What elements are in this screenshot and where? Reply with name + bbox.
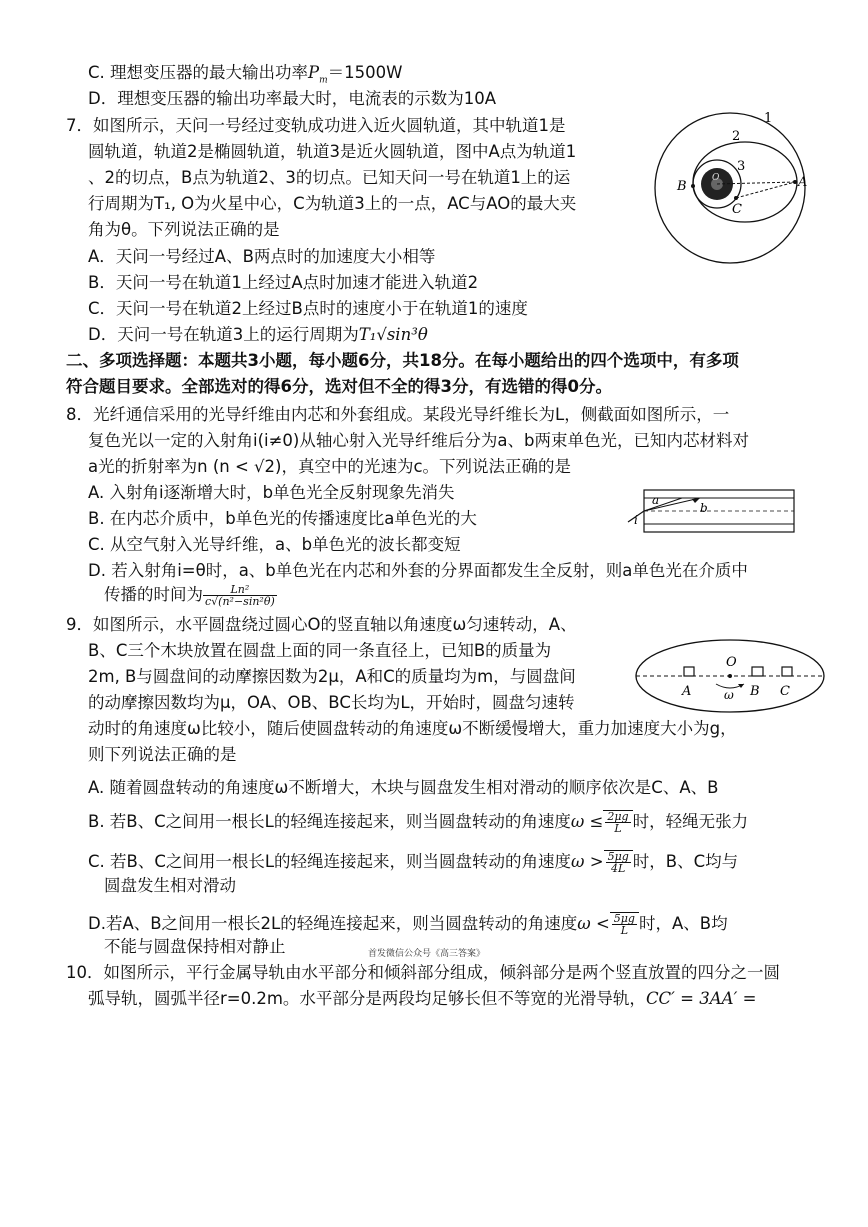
q7-option-a: A．天问一号经过A、B两点时的加速度大小相等 (88, 247, 436, 266)
q9-option-b-text: B. 若B、C之间用一根长L的轻绳连接起来，则当圆盘转动的角速度 (88, 812, 571, 831)
q9-option-b (88, 810, 748, 834)
q7-option-d-formula: T₁√sin³θ (358, 325, 428, 344)
q7-line-1: 7．如图所示，天问一号经过变轨成功进入近火圆轨道，其中轨道1是 (66, 116, 566, 135)
q7-orbit-figure (640, 110, 830, 270)
q9-option-c-line-2: 圆盘发生相对滑动 (104, 876, 236, 895)
q9-option-d-sqrt (610, 912, 639, 936)
q9-c-den: 4L (611, 862, 626, 875)
q6-option-d: D．理想变压器的输出功率最大时，电流表的示数为10A (88, 89, 496, 108)
q10-line-2-text: 弧导轨，圆弧半径r=0.2m。水平部分是两段均足够长但不等宽的光滑导轨， (88, 989, 646, 1008)
q7-line-5: 角为θ。下列说法正确的是 (88, 220, 280, 239)
q8-option-d: D. 若入射角i=θ时，a、b单色光在内芯和外套的分界面都发生全反射，则a单色光在介质中 (88, 561, 748, 580)
q7-option-d-text: D．天问一号在轨道3上的运行周期为 (88, 325, 359, 344)
label-orbit-2: 2 (732, 129, 741, 144)
label-o: O (712, 173, 720, 183)
q9-option-c-text: C. 若B、C之间用一根长L的轻绳连接起来，则当圆盘转动的角速度 (88, 852, 572, 871)
block-a (684, 667, 694, 676)
q10-line-2 (88, 988, 756, 1010)
label-c: C (780, 684, 790, 699)
section2-line-2: 符合题目要求。全部选对的得6分，选对但不全的得3分，有选错的得0分。 (66, 377, 612, 396)
q9-option-b-fraction (605, 811, 630, 834)
q10-line-1: 10．如图所示，平行金属导轨由水平部分和倾斜部分组成，倾斜部分是两个竖直放置的四分之一圆 (66, 963, 780, 982)
q8-option-c: C. 从空气射入光导纤维，a、b单色光的波长都变短 (88, 535, 461, 554)
q8-option-d-line-2 (104, 584, 277, 607)
ray-a (644, 498, 682, 511)
q8-option-a: A. 入射角i逐渐增大时，b单色光全反射现象先消失 (88, 483, 455, 502)
q8-option-d-fraction (203, 584, 277, 607)
q9-option-d-fraction (612, 913, 637, 936)
q8-frac-den: c√(n²−sin²θ) (205, 595, 275, 608)
q9-line-6: 则下列说法正确的是 (88, 745, 237, 764)
q7-line-4: 行周期为T₁, O为火星中心，C为轨道3上的一点，AC与AO的最大夹 (88, 194, 577, 213)
label-i: i (634, 513, 638, 527)
q8-line-2: 复色光以一定的入射角i(i≠0)从轴心射入光导纤维后分为a、b两束单色光，已知内芯材料对 (88, 431, 749, 450)
label-orbit-1: 1 (764, 111, 773, 126)
q6-option-c-text: C. 理想变压器的最大输出功率 (88, 63, 309, 82)
q9-option-b-sqrt (603, 810, 632, 834)
q9-disc-figure (632, 636, 828, 716)
line-ac (736, 182, 795, 198)
q6-option-c (88, 62, 402, 91)
q9-d-num: 5μg (613, 912, 635, 925)
q9-c-num: 5μg (607, 850, 629, 863)
q8-line-1: 8．光纤通信采用的光导纤维由内芯和外套组成。某段光导纤维长为L，侧截面如图所示，一 (66, 405, 730, 424)
q7-line-2: 圆轨道，轨道2是椭圆轨道，轨道3是近火圆轨道，图中A点为轨道1 (88, 142, 577, 161)
q9-d-den: L (620, 924, 629, 937)
label-orbit-3: 3 (737, 159, 746, 174)
q7-option-d (88, 324, 428, 346)
label-b: B (677, 179, 687, 194)
q9-option-d-line-2: 不能与圆盘保持相对静止 (104, 937, 286, 956)
label-a: A (682, 684, 692, 699)
q9-line-1: 9．如图所示，水平圆盘绕过圆心O的竖直轴以角速度ω匀速转动，A、 (66, 615, 577, 634)
q9-option-d-ineq: ω < (577, 914, 610, 933)
label-b: b (700, 501, 708, 515)
point-a (793, 180, 797, 184)
q9-b-den: L (614, 822, 622, 835)
label-o: O (726, 655, 737, 670)
q10-formula: CC′ = 3AA′ = (645, 989, 757, 1008)
section2-line-1: 二、多项选择题：本题共3小题，每小题6分，共18分。在每小题给出的四个选项中，有多项 (66, 351, 739, 370)
q8-frac-num: Ln² (203, 584, 277, 596)
q8-line-3: a光的折射率为n (n < √2)，真空中的光速为c。下列说法正确的是 (88, 457, 572, 476)
q9-option-c (88, 850, 738, 874)
q9-option-b-ineq: ω ≤ (570, 812, 604, 831)
q9-option-b-post: 时，轻绳无张力 (632, 812, 749, 831)
q8-fiber-figure (622, 488, 802, 536)
block-b (752, 667, 763, 676)
q9-option-c-sqrt (604, 850, 633, 874)
q9-line-3: 2m, B与圆盘间的动摩擦因数为2μ，A和C的质量均为m，与圆盘间 (88, 667, 576, 686)
ray-b-arrow (692, 498, 700, 503)
point-c (734, 196, 738, 200)
q9-b-num: 2μg (607, 810, 629, 823)
q7-line-3: 、2的切点，B点为轨道2、3的切点。已知天问一号在轨道1上的运 (88, 168, 571, 187)
label-c: C (732, 202, 742, 217)
q9-line-5: 动时的角速度ω比较小，随后使圆盘转动的角速度ω不断缓慢增大，重力加速度大小为g， (88, 719, 737, 738)
q6-option-c-formula: $P_m$ (308, 63, 328, 86)
point-b (691, 184, 695, 188)
block-c (782, 667, 792, 676)
q9-option-d-text: D.若A、B之间用一根长2L的轻绳连接起来，则当圆盘转动的角速度 (88, 914, 578, 933)
q9-option-c-post: 时，B、C均与 (632, 852, 739, 871)
q7-option-c: C．天问一号在轨道2上经过B点时的速度小于在轨道1的速度 (88, 299, 528, 318)
q9-option-c-fraction (606, 851, 631, 874)
q9-option-d-post: 时，A、B均 (638, 914, 728, 933)
q8-option-b: B. 在内芯介质中，b单色光的传播速度比a单色光的大 (88, 509, 477, 528)
q7-option-b: B．天问一号在轨道1上经过A点时加速才能进入轨道2 (88, 273, 479, 292)
watermark-text: 首发微信公众号《高三答案》 (368, 949, 486, 959)
q9-option-c-ineq: ω > (571, 852, 604, 871)
q9-line-2: B、C三个木块放置在圆盘上面的同一条直径上，已知B的质量为 (88, 641, 552, 660)
label-b: B (750, 684, 760, 699)
label-a: a (652, 493, 660, 507)
q9-option-a: A. 随着圆盘转动的角速度ω不断增大，木块与圆盘发生相对滑动的顺序依次是C、A、B (88, 778, 719, 797)
q9-option-d (88, 912, 728, 936)
q6-option-c-value: ＝1500W (327, 63, 403, 82)
disc-center (728, 674, 732, 678)
q8-option-d-text: 传播的时间为 (104, 585, 203, 604)
label-a: A (798, 175, 808, 190)
label-omega: ω (724, 688, 734, 702)
q9-line-4: 的动摩擦因数均为μ，OA、OB、BC长均为L，开始时，圆盘匀速转 (88, 693, 575, 712)
